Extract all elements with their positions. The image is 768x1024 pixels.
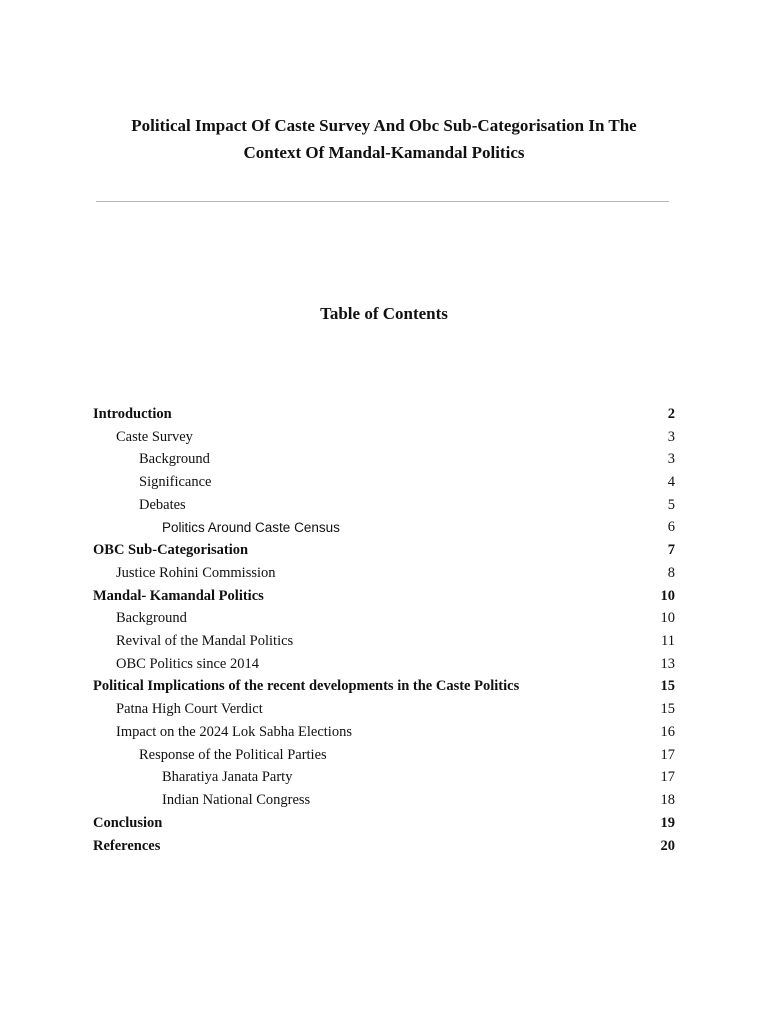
toc-entry-page: 19 — [660, 814, 675, 831]
toc-entry-label: Introduction — [93, 405, 172, 422]
toc-heading: Table of Contents — [320, 304, 448, 323]
toc-entry-page: 11 — [661, 633, 675, 650]
toc-entry-page: 8 — [667, 564, 675, 581]
toc-entry-page: 20 — [660, 837, 675, 854]
toc-entry-page: 17 — [660, 746, 675, 763]
toc-entry-page: 13 — [660, 655, 675, 672]
toc-entry-label: Impact on the 2024 Lok Sabha Elections — [116, 723, 352, 740]
toc-entry-significance[interactable] — [93, 471, 675, 494]
toc-entry-label: Background — [116, 610, 187, 627]
toc-entry-label: Politics Around Caste Census — [162, 520, 340, 536]
toc-entry-caste-survey[interactable] — [93, 426, 675, 449]
document-title — [90, 112, 678, 166]
toc-entry-label: Patna High Court Verdict — [116, 701, 263, 718]
toc-entry-label: Political Implications of the recent developments in the Caste Politics — [93, 678, 520, 695]
toc-entry-page: 3 — [667, 451, 675, 468]
toc-entry-mandal-kamandal-politics[interactable] — [93, 585, 675, 608]
toc-entry-page: 3 — [667, 428, 675, 445]
toc-entry-conclusion[interactable] — [93, 812, 675, 835]
toc-entry-page: 7 — [667, 542, 675, 559]
toc-entry-obc-sub-categorisation[interactable] — [93, 539, 675, 562]
toc-entry-page: 17 — [660, 769, 675, 786]
toc-entry-introduction[interactable] — [93, 403, 675, 426]
toc-entry-justice-rohini-commission[interactable] — [93, 562, 675, 585]
toc-entry-bharatiya-janata-party[interactable] — [93, 767, 675, 790]
toc-entry-page: 16 — [660, 723, 675, 740]
toc-entry-political-implications[interactable] — [93, 676, 675, 699]
toc-entry-debates[interactable] — [93, 494, 675, 517]
toc-entry-label: Conclusion — [93, 814, 163, 831]
toc-entry-label: Bharatiya Janata Party — [162, 769, 293, 786]
toc-entry-page: 4 — [667, 474, 675, 491]
toc-entry-revival-of-mandal-politics[interactable] — [93, 630, 675, 653]
toc-entry-label: Debates — [139, 496, 186, 513]
toc-entry-page: 10 — [660, 610, 675, 627]
toc-entry-label: OBC Sub-Categorisation — [93, 542, 249, 559]
title-divider — [96, 201, 669, 202]
document-title-line-2: Context Of Mandal-Kamandal Politics — [243, 143, 525, 162]
toc-entry-page: 2 — [667, 405, 675, 422]
toc-entry-page: 10 — [660, 587, 675, 604]
toc-entry-label: Significance — [139, 474, 212, 491]
toc-entry-response-of-parties[interactable] — [93, 744, 675, 767]
toc-entry-label: Response of the Political Parties — [139, 746, 327, 763]
toc-entry-label: Justice Rohini Commission — [116, 564, 276, 581]
toc-entry-page: 6 — [667, 519, 675, 536]
toc-entry-page: 18 — [660, 792, 675, 809]
toc-entry-page: 5 — [667, 496, 675, 513]
toc-entry-background-2[interactable] — [93, 607, 675, 630]
toc-entry-label: Indian National Congress — [162, 792, 311, 809]
document-title-line-1: Political Impact Of Caste Survey And Obc Sub-Categorisation In The — [131, 116, 637, 135]
toc-entry-references[interactable] — [93, 835, 675, 858]
toc-entry-patna-high-court-verdict[interactable] — [93, 698, 675, 721]
toc-entry-impact-2024-elections[interactable] — [93, 721, 675, 744]
toc-entry-background[interactable] — [93, 448, 675, 471]
table-of-contents — [93, 403, 675, 857]
toc-entry-label: Revival of the Mandal Politics — [116, 633, 294, 650]
toc-entry-page: 15 — [660, 678, 675, 695]
toc-entry-page: 15 — [660, 701, 675, 718]
toc-entry-label: Mandal- Kamandal Politics — [93, 587, 264, 604]
toc-entry-politics-around-caste-census[interactable] — [93, 517, 675, 540]
toc-entry-label: OBC Politics since 2014 — [116, 655, 259, 672]
toc-entry-indian-national-congress[interactable] — [93, 789, 675, 812]
toc-entry-label: Caste Survey — [116, 428, 193, 445]
toc-entry-label: Background — [139, 451, 210, 468]
toc-entry-obc-politics-since-2014[interactable] — [93, 653, 675, 676]
toc-entry-label: References — [93, 837, 161, 854]
